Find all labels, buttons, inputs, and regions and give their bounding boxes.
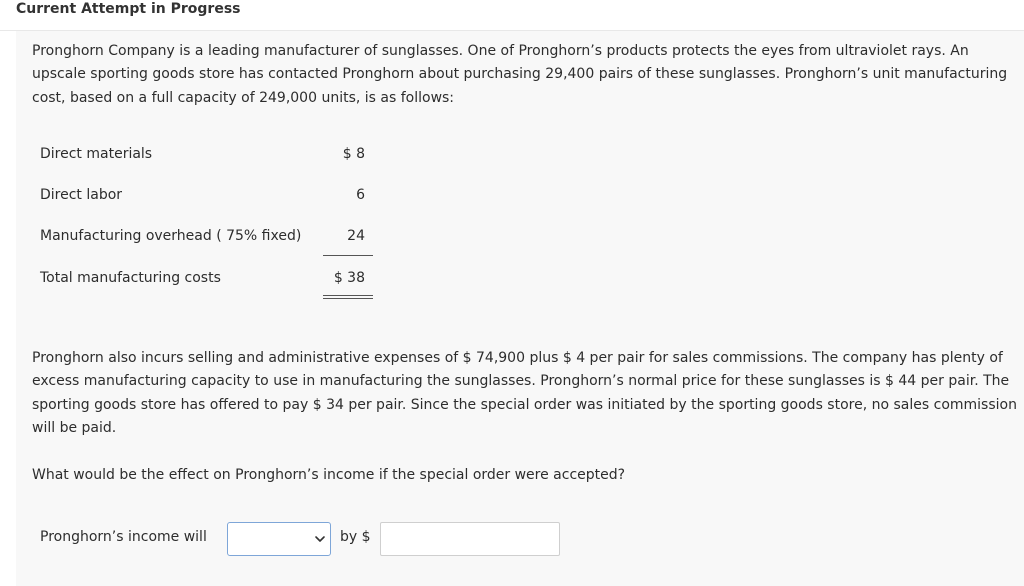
page-header [0, 0, 1024, 31]
problem-intro: Pronghorn Company is a leading manufacturer of sunglasses. One of Pronghorn’s products protects the eyes from ultraviolet rays. An upscale sporting goods store has contacted Pronghorn about purchasing 29,400 pairs of these sunglasses. Pronghorn’s unit manufacturing cost, based on a full capacity of 249,000 units, is as follows: [32, 43, 1008, 106]
subtotal-rule [323, 255, 373, 256]
cost-value-total: $ 38 [333, 270, 365, 286]
problem-details: Pronghorn also incurs selling and administrative expenses of $ 74,900 plus $ 4 per pair for sales commissions. The company has plenty of excess manufacturing capacity to use in manufacturing the sunglasses. Pronghorn’s normal price for these sunglasses is $ 44 per pair. The sporting goods store has offered to pay $ 34 per pair. Since the special order was initiated by the sporting goods store, no sales commission will be paid. [32, 350, 1017, 436]
income-effect-dropdown[interactable] [227, 522, 331, 556]
question-text: What would be the effect on Pronghorn’s income if the special order were accepted? [32, 467, 626, 483]
total-double-rule-top [323, 295, 373, 296]
answer-prefix-label: Pronghorn’s income will [40, 529, 207, 545]
cost-label-direct-materials: Direct materials [40, 146, 153, 162]
question-panel [16, 31, 1024, 586]
by-amount-label: by $ [340, 529, 371, 545]
cost-value-manufacturing-overhead: 24 [347, 228, 365, 244]
chevron-down-icon [314, 532, 326, 546]
income-amount-input[interactable] [380, 522, 560, 556]
total-double-rule-bottom [323, 298, 373, 299]
cost-label-manufacturing-overhead: Manufacturing overhead ( 75% fixed) [40, 228, 302, 244]
cost-label-total: Total manufacturing costs [40, 270, 221, 286]
cost-label-direct-labor: Direct labor [40, 187, 123, 203]
page-title: Current Attempt in Progress [16, 1, 241, 17]
cost-value-direct-materials: $ 8 [342, 146, 365, 162]
cost-value-direct-labor: 6 [356, 187, 365, 203]
